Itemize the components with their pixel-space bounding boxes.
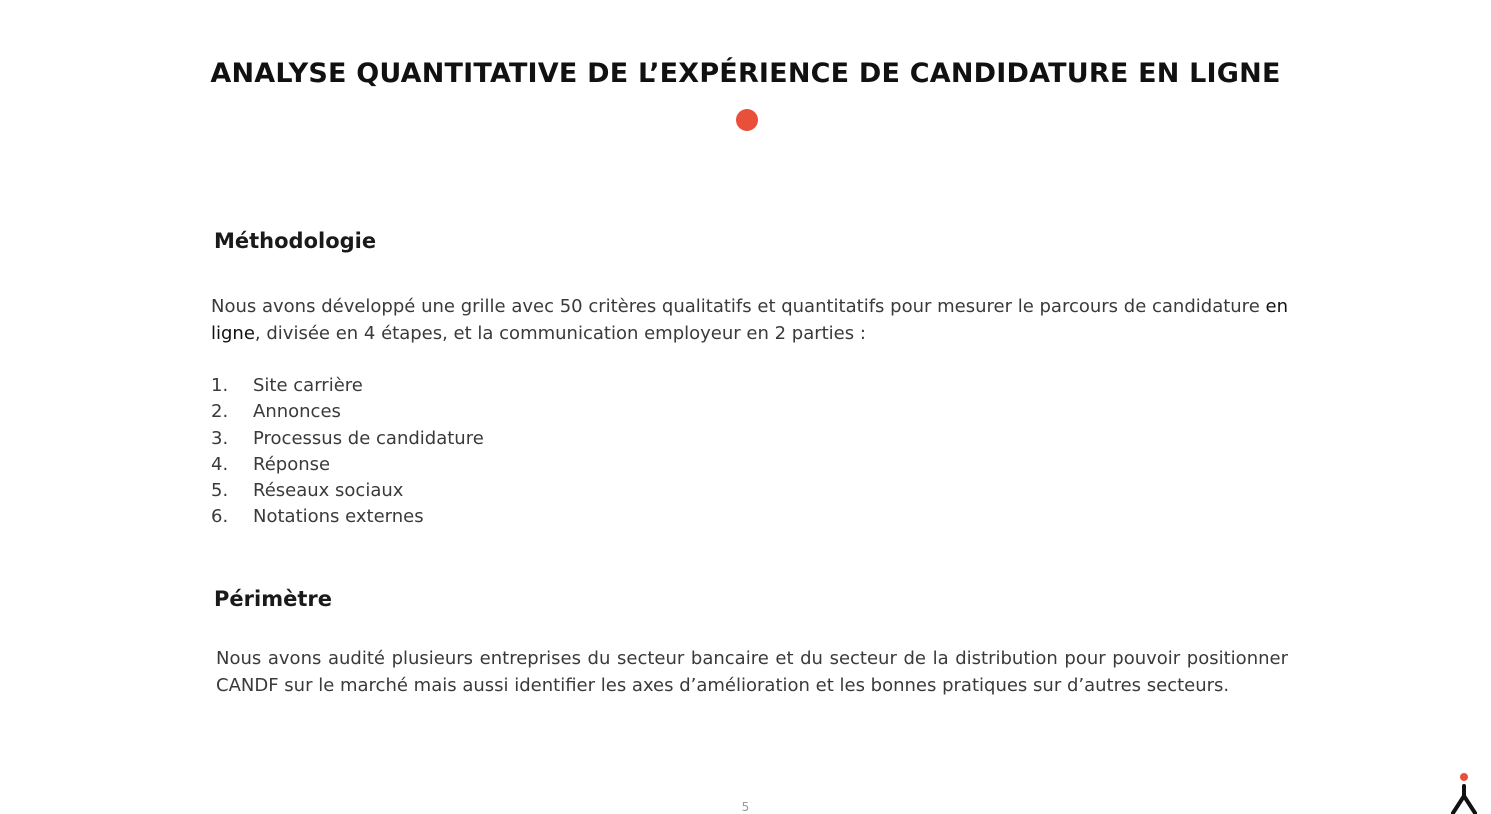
brand-logo-icon <box>1448 770 1480 814</box>
list-item-label: Réseaux sociaux <box>253 480 404 502</box>
list-item-number: 2. <box>211 401 229 423</box>
methodologie-paragraph <box>211 294 1321 347</box>
list-item <box>211 452 484 478</box>
list-item <box>211 373 484 399</box>
list-item <box>211 426 484 452</box>
list-item-label: Notations externes <box>253 506 424 528</box>
list-item-label: Site carrière <box>253 375 363 396</box>
accent-dot-icon <box>736 109 758 131</box>
methodologie-text-after: , divisée en 4 étapes, et la communication employeur en 2 parties : <box>254 322 866 344</box>
list-item-number: 1. <box>211 375 229 396</box>
steps-list <box>211 373 484 531</box>
methodologie-text-before: Nous avons développé une grille avec 50 critères qualitatifs et quantitatifs pour mesurer le parcours de candidature <box>211 296 1266 317</box>
methodologie-heading: Méthodologie <box>214 229 377 253</box>
perimetre-heading: Périmètre <box>214 587 332 611</box>
list-item-number: 5. <box>211 480 229 502</box>
list-item-label: Processus de candidature <box>253 427 484 449</box>
perimetre-paragraph: Nous avons audité plusieurs entreprises du secteur bancaire et du secteur de la distribution pour pouvoir positionner CANDF sur le marché mais aussi identifier les axes d’amélioration et les bonnes pratiques sur d’autres secteurs. <box>216 648 1288 696</box>
methodologie-text-emphasis: en ligne <box>211 296 1288 344</box>
list-item-label: Annonces <box>253 401 341 423</box>
page-number: 5 <box>741 800 750 814</box>
slide-title: ANALYSE QUANTITATIVE DE L’EXPÉRIENCE DE CANDIDATURE EN LIGNE <box>210 58 1281 89</box>
list-item <box>211 478 484 504</box>
list-item-label: Réponse <box>253 453 331 475</box>
list-item-number: 6. <box>211 506 229 528</box>
list-item-number: 3. <box>211 427 229 449</box>
list-item <box>211 399 484 425</box>
list-item-number: 4. <box>211 453 229 475</box>
list-item <box>211 504 484 530</box>
